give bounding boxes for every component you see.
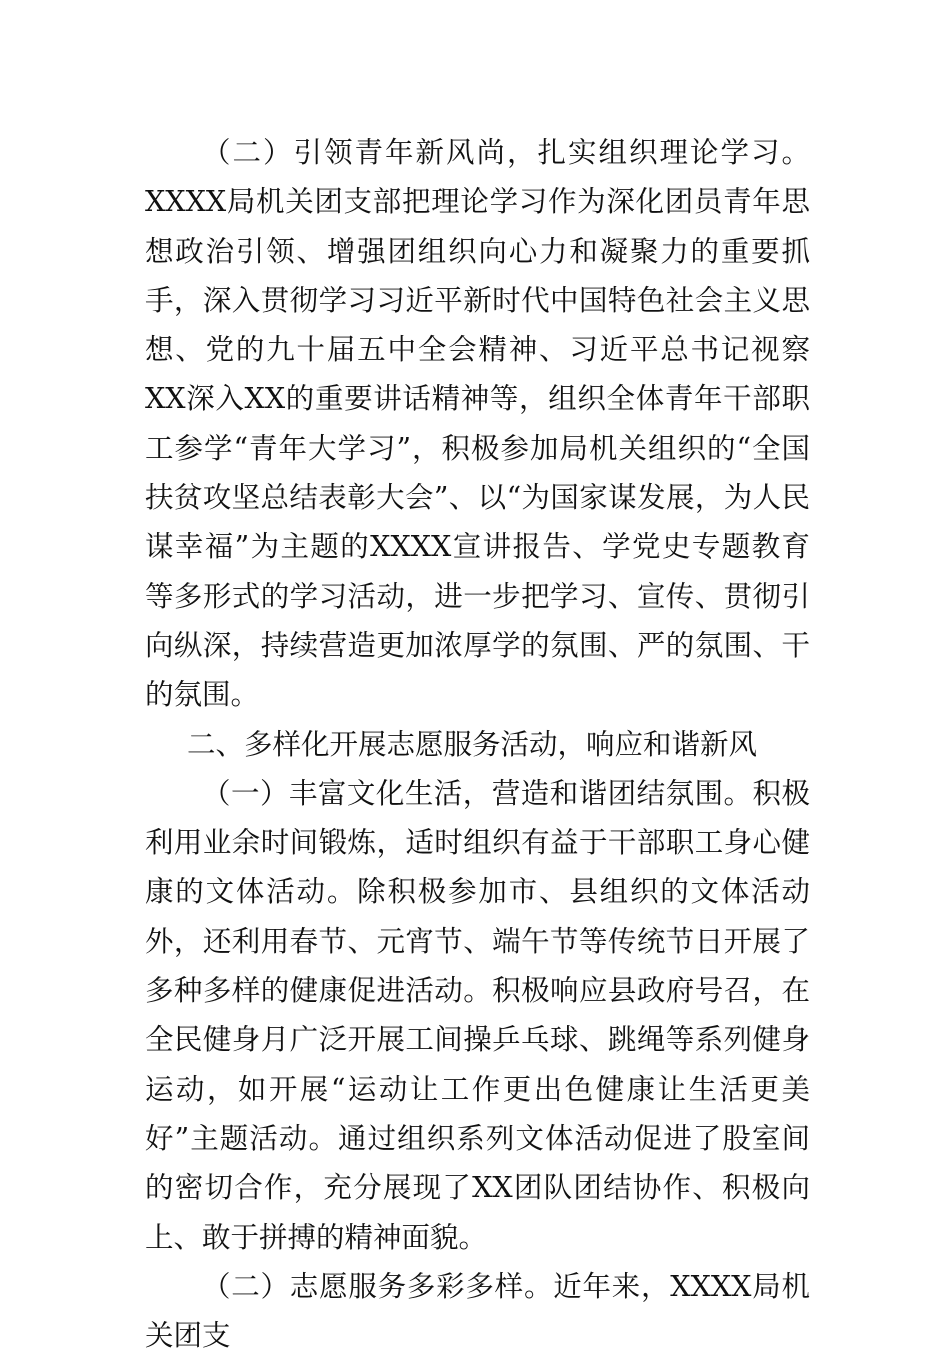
section-heading-volunteer-service: 二、多样化开展志愿服务活动，响应和谐新风 [187, 727, 758, 761]
paragraph-volunteer-activities: （二）志愿服务多彩多样。近年来，XXXX局机关团支 [145, 1269, 810, 1353]
paragraph-cultural-life: （一）丰富文化生活，营造和谐团结氛围。积极利用业余时间锻炼，适时组织有益于干部职工身心健康的文体活动。除积极参加市、县组织的文体活动外，还利用春节、元宵节、端午节等传统节日开展了多种多样的健康促进活动。积极响应县政府号召，在全民健身月广泛开展工间操乒乓球、跳绳等系列健身运动，如开展“运动让工作更出色健康让生活更美好”主题活动。通过组织系列文体活动促进了股室间的密切合作，充分展现了XX团队团结协作、积极向上、敢于拼搏的精神面貌。 [145, 776, 810, 1254]
paragraph-theory-study: （二）引领青年新风尚，扎实组织理论学习。XXXX局机关团支部把理论学习作为深化团员青年思想政治引领、增强团组织向心力和凝聚力的重要抓手，深入贯彻学习习近平新时代中国特色社会主义思想、党的九十届五中全会精神、习近平总书记视察XX深入XX的重要讲话精神等，组织全体青年干部职工参学“青年大学习”，积极参加局机关组织的“全国扶贫攻坚总结表彰大会”、以“为国家谋发展，为人民谋幸福”为主题的XXXX宣讲报告、学党史专题教育等多形式的学习活动，进一步把学习、宣传、贯彻引向纵深，持续营造更加浓厚学的氛围、严的氛围、干的氛围。 [145, 136, 810, 712]
document-body [145, 128, 810, 1360]
